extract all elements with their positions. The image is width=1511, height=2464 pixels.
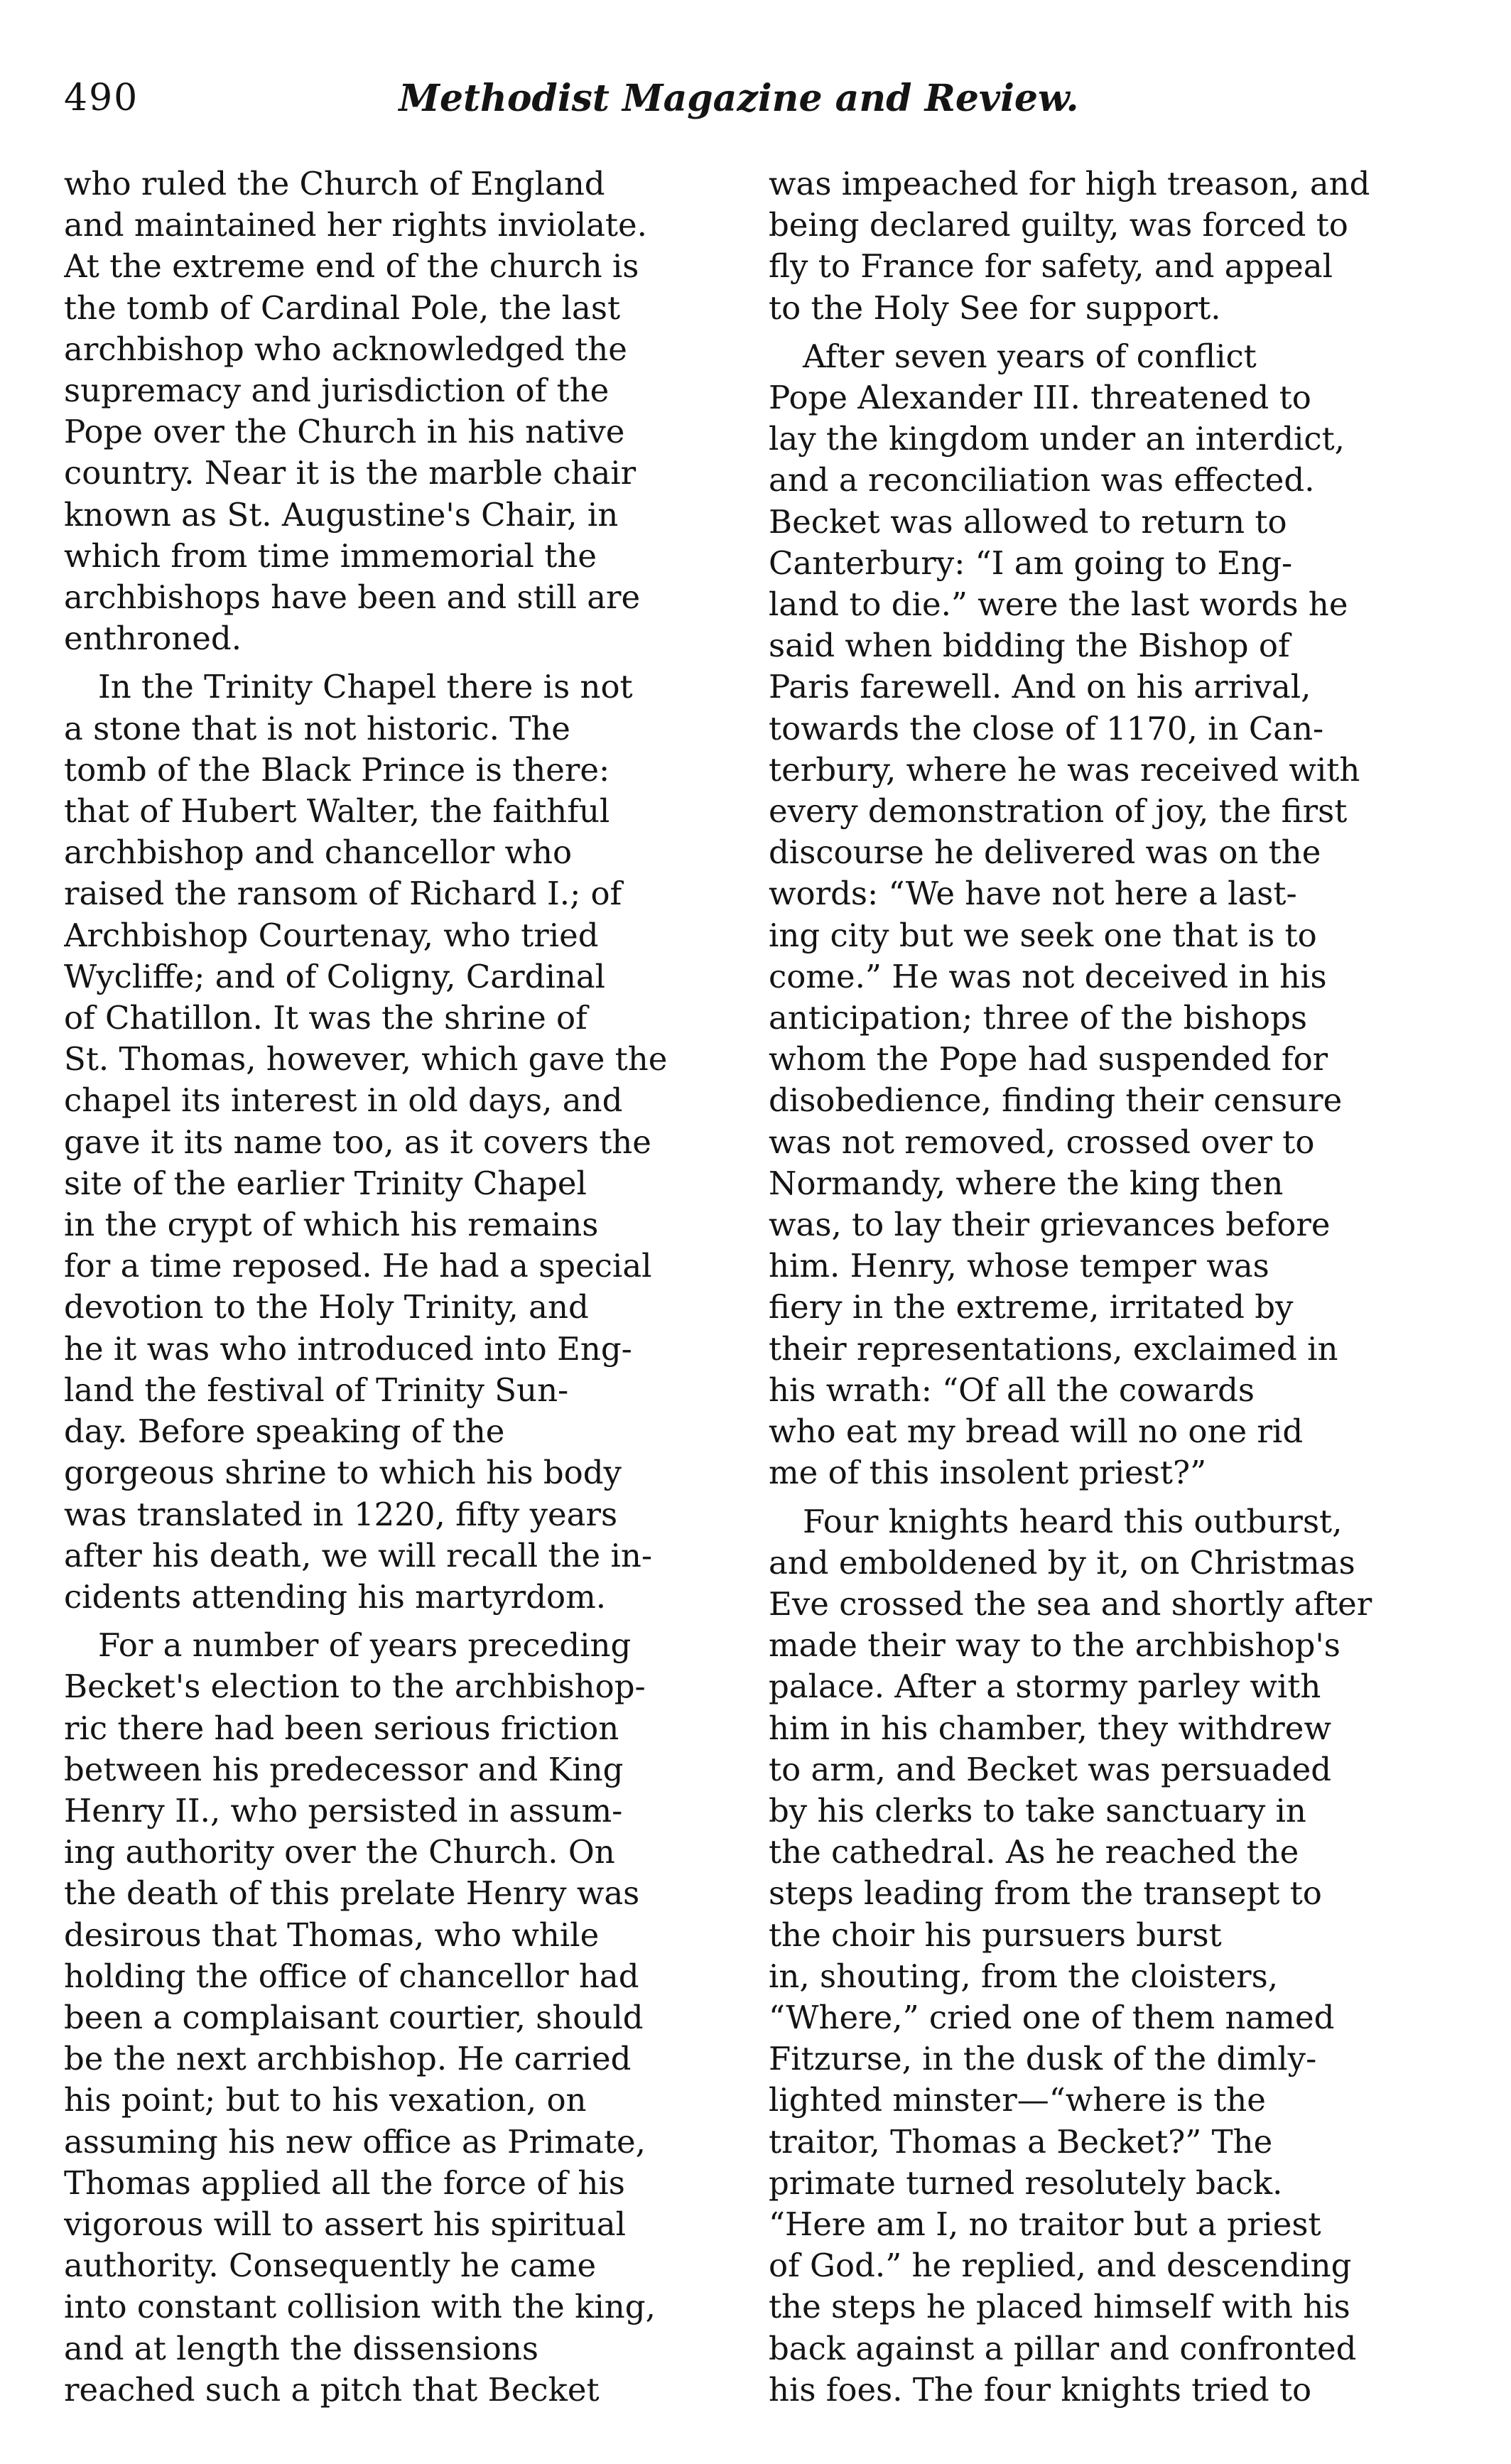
text-line: and at length the dissensions xyxy=(64,2329,538,2367)
text-line: made their way to the archbishop's xyxy=(769,1626,1341,1665)
text-line: desirous that Thomas, who while xyxy=(64,1915,600,1954)
text-line: words: “We have not here a last- xyxy=(769,875,1297,913)
page-number: 490 xyxy=(64,77,139,119)
text-line: assuming his new office as Primate, xyxy=(64,2122,646,2161)
text-line: cidents attending his martyrdom. xyxy=(64,1577,607,1616)
text-line: known as St. Augustine's Chair, in xyxy=(64,495,619,534)
text-line: authority. Consequently he came xyxy=(64,2247,597,2285)
text-line: for a time reposed. He had a special xyxy=(64,1247,652,1285)
text-line: towards the close of 1170, in Can- xyxy=(769,709,1324,747)
text-line: land the festival of Trinity Sun- xyxy=(64,1371,569,1409)
text-line: Pope over the Church in his native xyxy=(64,413,625,451)
text-line: “Here am I, no traitor but a priest xyxy=(769,2205,1321,2243)
text-line: being declared guilty, was forced to xyxy=(769,206,1348,244)
text-line: country. Near it is the marble chair xyxy=(64,454,637,492)
text-line: Archbishop Courtenay, who tried xyxy=(64,916,599,954)
text-line: was, to lay their grievances before xyxy=(769,1206,1331,1244)
text-line: said when bidding the Bishop of xyxy=(769,627,1290,665)
text-line: archbishops have been and still are xyxy=(64,578,641,617)
page-header xyxy=(64,71,1414,135)
text-line: archbishop and chancellor who xyxy=(64,833,573,872)
text-line: their representations, exclaimed in xyxy=(769,1329,1338,1368)
text-line: Henry II., who persisted in assum- xyxy=(64,1791,623,1830)
text-line: in the crypt of which his remains xyxy=(64,1206,599,1244)
text-line: between his predecessor and King xyxy=(64,1750,624,1788)
text-line: Wycliffe; and of Coligny, Cardinal xyxy=(64,957,606,995)
text-line: fly to France for safety, and appeal xyxy=(769,247,1333,286)
text-line: been a complaisant courtier, should xyxy=(64,1998,644,2036)
text-line: lay the kingdom under an interdict, xyxy=(769,420,1345,458)
text-line: In the Trinity Chapel there is not xyxy=(98,668,633,706)
text-line: At the extreme end of the church is xyxy=(64,247,639,286)
text-line: chapel its interest in old days, and xyxy=(64,1081,623,1120)
text-line: was not removed, crossed over to xyxy=(769,1123,1315,1161)
text-line: site of the earlier Trinity Chapel xyxy=(64,1164,587,1202)
text-line: vigorous will to assert his spiritual xyxy=(64,2205,626,2243)
text-line: to the Holy See for support. xyxy=(769,288,1221,327)
text-line: gave it its name too, as it covers the xyxy=(64,1123,651,1161)
text-line: traitor, Thomas a Becket?” The xyxy=(769,2122,1273,2161)
text-line: a stone that is not historic. The xyxy=(64,709,570,747)
text-line: disobedience, finding their censure xyxy=(769,1081,1343,1120)
text-line: his foes. The four knights tried to xyxy=(769,2370,1312,2409)
text-line: and maintained her rights inviolate. xyxy=(64,206,647,244)
text-line: archbishop who acknowledged the xyxy=(64,330,627,368)
text-line: fiery in the extreme, irritated by xyxy=(769,1288,1294,1326)
text-line: him in his chamber, they withdrew xyxy=(769,1709,1331,1747)
text-line: Four knights heard this outburst, xyxy=(803,1502,1343,1540)
text-line: the choir his pursuers burst xyxy=(769,1915,1222,1954)
text-line: ing authority over the Church. On xyxy=(64,1833,615,1871)
text-line: him. Henry, whose temper was xyxy=(769,1247,1269,1285)
text-line: Becket's election to the archbishop- xyxy=(64,1668,646,1706)
text-line: tomb of the Black Prince is there: xyxy=(64,750,610,789)
text-line: of Chatillon. It was the shrine of xyxy=(64,999,587,1037)
text-line: St. Thomas, however, which gave the xyxy=(64,1040,668,1079)
text-line: me of this insolent priest?” xyxy=(769,1454,1207,1492)
text-line: be the next archbishop. He carried xyxy=(64,2040,632,2078)
text-line: Canterbury: “I am going to Eng- xyxy=(769,544,1293,582)
text-line: to arm, and Becket was persuaded xyxy=(769,1750,1332,1788)
text-line: gorgeous shrine to which his body xyxy=(64,1454,622,1492)
right-column xyxy=(769,163,1433,2437)
text-line: Thomas applied all the force of his xyxy=(64,2163,625,2202)
text-line: supremacy and jurisdiction of the xyxy=(64,372,610,410)
text-line: palace. After a stormy parley with xyxy=(769,1668,1321,1706)
text-line: in, shouting, from the cloisters, xyxy=(769,1957,1279,1995)
text-line: day. Before speaking of the xyxy=(64,1412,505,1451)
text-line: which from time immemorial the xyxy=(64,536,597,575)
text-line: holding the office of chancellor had xyxy=(64,1957,639,1995)
text-line: was impeached for high treason, and xyxy=(769,165,1370,202)
text-line: of God.” he replied, and descending xyxy=(769,2247,1352,2285)
text-line: the death of this prelate Henry was xyxy=(64,1874,640,1913)
text-line: that of Hubert Walter, the faithful xyxy=(64,792,610,831)
text-line: terbury, where he was received with xyxy=(769,750,1360,789)
text-line: he it was who introduced into Eng- xyxy=(64,1329,632,1368)
text-line: Becket was allowed to return to xyxy=(769,502,1287,541)
text-line: Eve crossed the sea and shortly after xyxy=(769,1584,1372,1623)
left-column xyxy=(64,163,728,2437)
running-title: Methodist Magazine and Review. xyxy=(399,77,1079,120)
text-line: lighted minster—“where is the xyxy=(769,2081,1266,2119)
text-line: every demonstration of joy, the first xyxy=(769,792,1348,831)
text-line: was translated in 1220, fifty years xyxy=(64,1495,618,1533)
text-line: back against a pillar and confronted xyxy=(769,2329,1357,2367)
text-line: primate turned resolutely back. xyxy=(769,2163,1283,2202)
text-line: ric there had been serious friction xyxy=(64,1709,619,1747)
text-line: “Where,” cried one of them named xyxy=(769,1998,1335,2036)
text-line: and emboldened by it, on Christmas xyxy=(769,1543,1355,1582)
text-line: enthroned. xyxy=(64,620,242,658)
text-line: For a number of years preceding xyxy=(98,1626,632,1665)
text-line: after his death, we will recall the in- xyxy=(64,1536,653,1574)
text-line: Fitzurse, in the dusk of the dimly- xyxy=(769,2040,1317,2078)
text-line: anticipation; three of the bishops xyxy=(769,999,1307,1037)
text-line: reached such a pitch that Becket xyxy=(64,2370,600,2409)
text-line: the tomb of Cardinal Pole, the last xyxy=(64,288,621,327)
text-line: land to die.” were the last words he xyxy=(769,585,1348,624)
text-line: who ruled the Church of England xyxy=(64,165,605,202)
text-line: the cathedral. As he reached the xyxy=(769,1833,1299,1871)
text-line: whom the Pope had suspended for xyxy=(769,1040,1328,1079)
text-line: Pope Alexander III. threatened to xyxy=(769,379,1311,417)
text-line: discourse he delivered was on the xyxy=(769,833,1321,872)
text-line: raised the ransom of Richard I.; of xyxy=(64,875,622,913)
text-line: by his clerks to take sanctuary in xyxy=(769,1791,1306,1830)
text-line: into constant collision with the king, xyxy=(64,2288,656,2326)
text-line: devotion to the Holy Trinity, and xyxy=(64,1288,589,1326)
text-line: the steps he placed himself with his xyxy=(769,2288,1350,2326)
text-line: steps leading from the transept to xyxy=(769,1874,1322,1913)
text-line: his point; but to his vexation, on xyxy=(64,2081,587,2119)
text-line: After seven years of conflict xyxy=(803,337,1257,375)
text-line: his wrath: “Of all the cowards xyxy=(769,1371,1255,1409)
text-line: and a reconciliation was effected. xyxy=(769,461,1315,499)
text-line: Paris farewell. And on his arrival, xyxy=(769,668,1311,706)
text-line: Normandy, where the king then xyxy=(769,1164,1284,1202)
text-line: ing city but we seek one that is to xyxy=(769,916,1317,954)
text-line: come.” He was not deceived in his xyxy=(769,957,1327,995)
text-line: who eat my bread will no one rid xyxy=(769,1412,1304,1451)
